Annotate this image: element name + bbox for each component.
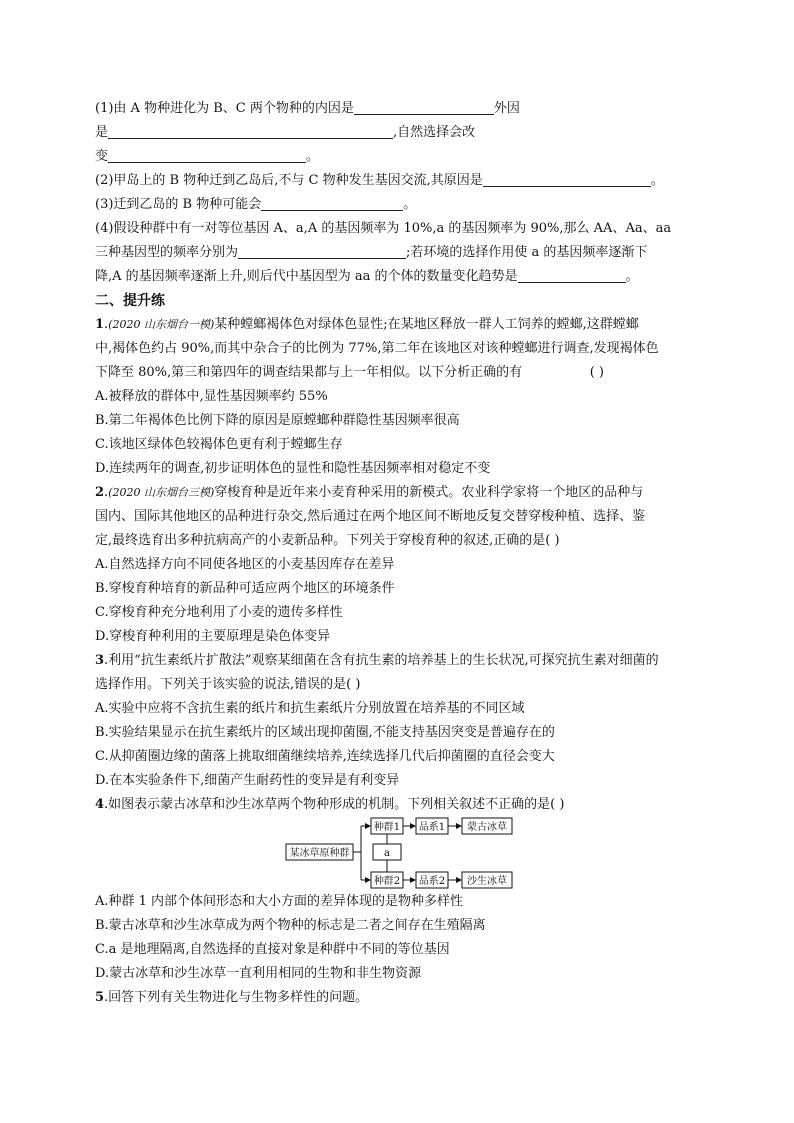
answer-blank[interactable] [238,244,406,259]
q3-option-a[interactable]: A.实验中应将不含抗生素的纸片和抗生素纸片分别放置在培养基的不同区域 [95,701,525,716]
question-text: .如图表示蒙古冰草和沙生冰草两个物种形成的机制。下列相关叙述不正确的是( ) [104,797,565,812]
q2-line-1: 2.(2020 山东烟台三模)穿梭育种是近年来小麦育种采用的新模式。农业科学家将一个地区的品种与 [95,485,644,500]
answer-blank[interactable] [483,172,651,187]
q-prev-text: (2)甲岛上的 B 物种迁到乙岛后,不与 C 物种发生基因交流,其原因是 [95,173,483,188]
q1-option-b[interactable]: B.第二年褐体色比例下降的原因是原螳螂种群隐性基因频率很高 [95,413,460,428]
question-text: .回答下列有关生物进化与生物多样性的问题。 [104,990,369,1005]
strain-2-label: 品系2 [418,876,446,887]
q-prev-text: 是 [95,125,109,140]
q-prev-line-3 [95,148,319,166]
question-text: 穿梭育种是近年来小麦育种采用的新模式。农业科学家将一个地区的品种与 [214,485,644,500]
q4-option-a[interactable]: A.种群 1 内部个体间形态和大小方面的差异体现的是物种多样性 [95,894,464,909]
q2-line-2: 国内、国际其他地区的品种进行杂交,然后通过在两个地区间不断地反复交替穿梭种植、选择、鉴 [95,509,646,524]
origin-population-label: 某冰草原种群 [289,848,350,859]
q3-line-2: 选择作用。下列关于该实验的说法,错误的是( ) [95,677,361,692]
q4-option-c[interactable]: C.a 是地理隔离,自然选择的直接对象是种群中不同的等位基因 [95,942,450,957]
q3-option-c[interactable]: C.从抑菌圈边缘的菌落上挑取细菌继续培养,连续选择几代后抑菌圈的直径会变大 [95,749,555,764]
answer-bracket[interactable]: ( ) [589,365,604,380]
question-text: 某种螳螂褐体色对绿体色显性;在某地区释放一群人工饲养的螳螂,这群螳螂 [214,317,639,332]
question-number: 4 [95,797,105,812]
q-prev-text: ;若环境的选择作用使 a 的基因频率逐渐下 [406,245,648,260]
population-2-label: 种群2 [373,876,401,887]
answer-blank[interactable] [108,124,393,139]
answer-blank[interactable] [261,196,403,211]
question-number: 2 [95,485,105,500]
q-prev-text: (4)假设种群中有一对等位基因 A、a,A 的基因频率为 10%,a 的基因频率为 90%,那么 AA、Aa、aa [95,221,672,236]
answer-blank[interactable] [518,268,626,283]
population-1-label: 种群1 [373,822,401,833]
q-prev-text: (3)迁到乙岛的 B 物种可能会 [95,197,262,212]
q2-option-c[interactable]: C.穿梭育种充分地利用了小麦的遗传多样性 [95,605,343,620]
q-prev-text: 外因 [493,101,520,116]
q1-option-c[interactable]: C.该地区绿体色较褐体色更有利于螳螂生存 [95,437,343,452]
q2-line-3: 定,最终选育出多种抗病高产的小麦新品种。下列关于穿梭育种的叙述,正确的是( ) [95,533,560,548]
q2-option-d[interactable]: D.穿梭育种利用的主要原理是染色体变异 [95,629,331,644]
q-prev-line-5 [95,196,416,214]
q1-line-2: 中,褐体色约占 90%,而其中杂合子的比例为 77%,第二年在该地区对该种螳螂进行调查,发现褐体色 [95,341,659,356]
q2-option-a[interactable]: A.自然选择方向不同使各地区的小麦基因库存在差异 [95,557,395,572]
q-prev-text: 。 [625,269,639,284]
mongolian-wheatgrass-label: 蒙古冰草 [467,822,507,833]
answer-blank[interactable] [354,100,494,115]
question-number: 5 [95,990,105,1005]
answer-blank[interactable] [108,148,306,163]
q1-line-3 [95,364,699,382]
question-text: 下降至 80%,第三和第四年的调查结果都与上一年相似。以下分析正确的有 [95,365,523,380]
factor-a-label: a [384,848,390,859]
q4-line-1 [95,796,564,814]
q5-line-1 [95,989,368,1007]
q-prev-text: ,自然选择会改 [393,125,476,140]
question-text: .利用“抗生素纸片扩散法”观察某细菌在含有抗生素的培养基上的生长状况,可探究抗生素对细菌的 [104,653,659,668]
q-prev-text: 降,A 的基因频率逐渐上升,则后代中基因型为 aa 的个体的数量变化趋势是 [95,269,518,284]
speciation-diagram [285,817,525,892]
q-prev-line-7 [95,244,647,262]
q-prev-text: 三种基因型的频率分别为 [95,245,239,260]
q-prev-line-4 [95,172,664,190]
sand-wheatgrass-label: 沙生冰草 [467,876,507,887]
q-prev-text: 变 [95,149,109,164]
section-title: 二、提升练 [95,293,165,309]
q1-option-a[interactable]: A.被释放的群体中,显性基因频率约 55% [95,389,328,404]
question-source: (2020 山东烟台三模) [108,486,215,499]
q-prev-line-1 [95,100,520,118]
speciation-diagram-svg [285,817,525,892]
q-prev-line-2 [95,124,475,142]
question-number: 1 [95,317,105,332]
q3-option-d[interactable]: D.在本实验条件下,细菌产生耐药性的变异是有利变异 [95,773,400,788]
q-prev-text: 。 [306,149,320,164]
q-prev-text: (1)由 A 物种进化为 B、C 两个物种的内因是 [95,101,354,116]
q-prev-text: 。 [403,197,417,212]
question-number: 3 [95,653,105,668]
q1-line-1: 1.(2020 山东烟台一模)某种螳螂褐体色对绿体色显性;在某地区释放一群人工饲养的螳螂,这群螳螂 [95,317,639,332]
strain-1-label: 品系1 [418,822,446,833]
q3-line-1 [95,652,659,670]
q4-option-b[interactable]: B.蒙古冰草和沙生冰草成为两个物种的标志是二者之间存在生殖隔离 [95,918,486,933]
q3-option-b[interactable]: B.实验结果显示在抗生素纸片的区域出现抑菌圈,不能支持基因突变是普遍存在的 [95,725,555,740]
q1-option-d[interactable]: D.连续两年的调查,初步证明体色的显性和隐性基因频率相对稳定不变 [95,461,491,476]
q4-option-d[interactable]: D.蒙古冰草和沙生冰草一直利用相同的生物和非生物资源 [95,966,422,981]
q-prev-line-6 [95,220,671,238]
q-prev-line-8 [95,268,639,286]
q2-option-b[interactable]: B.穿梭育种培育的新品种可适应两个地区的环境条件 [95,581,395,596]
q-prev-text: 。 [650,173,664,188]
question-source: (2020 山东烟台一模) [108,318,215,331]
